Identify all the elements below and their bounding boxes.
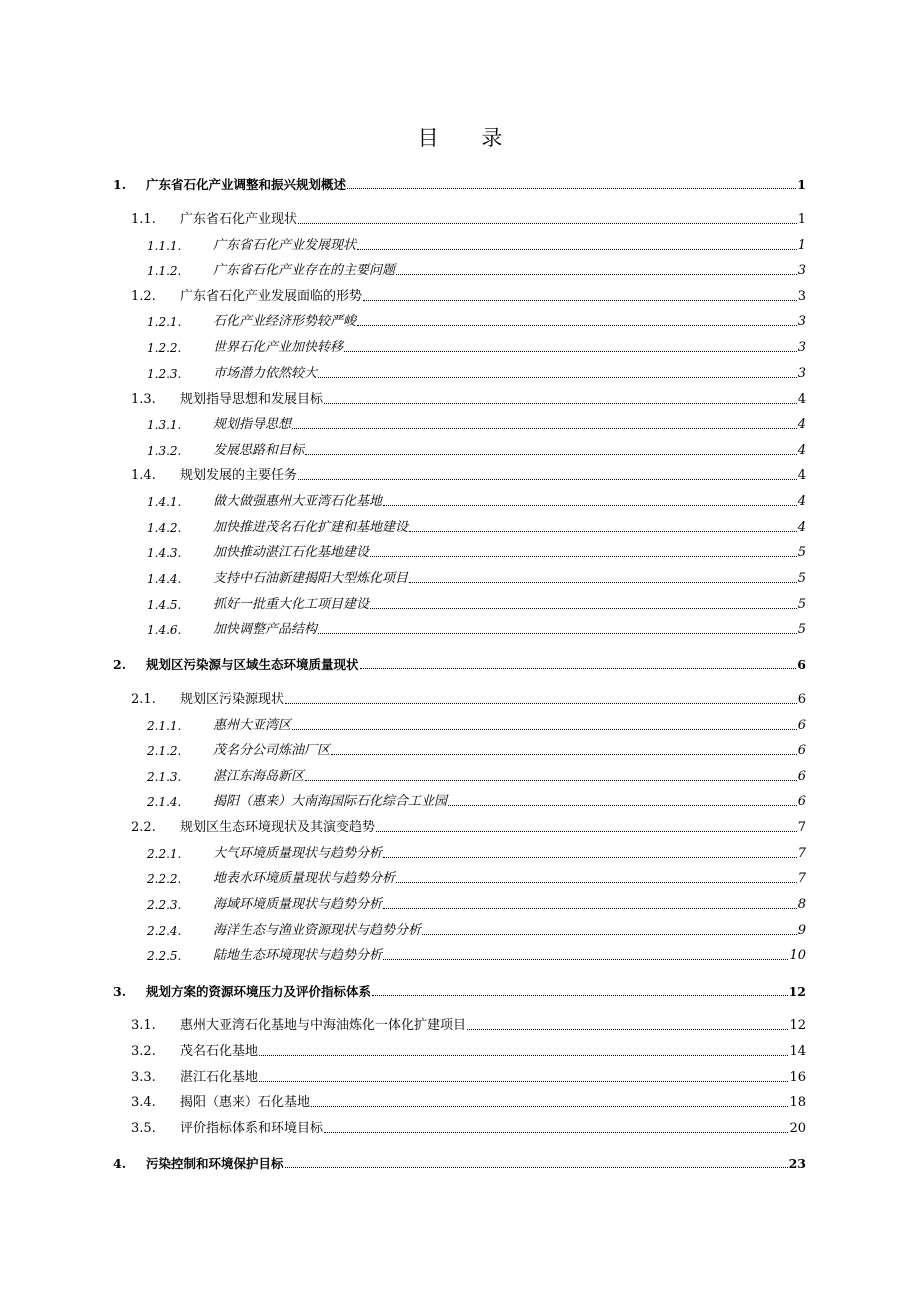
toc-entry[interactable] xyxy=(0,741,920,761)
toc-entry[interactable] xyxy=(0,792,920,812)
toc-entry-number: 1.4.5. xyxy=(147,598,182,612)
toc-entry-title[interactable]: 茂名石化基地 xyxy=(180,1044,259,1059)
toc-entry-title[interactable]: 地表水环境质量现状与趋势分析 xyxy=(213,871,396,886)
toc-entry[interactable] xyxy=(0,767,920,787)
toc-entry-number: 3. xyxy=(113,984,127,999)
toc-entry-page-number: 4 xyxy=(797,417,806,432)
toc-entry-body xyxy=(146,655,806,675)
toc-entry[interactable] xyxy=(0,492,920,512)
toc-entry-number: 3.3. xyxy=(131,1070,156,1085)
toc-entry[interactable] xyxy=(0,1119,920,1139)
toc-dot-leader xyxy=(259,1068,788,1082)
toc-entry-body xyxy=(180,466,806,486)
toc-entry[interactable] xyxy=(0,543,920,563)
toc-entry-page-number: 1 xyxy=(797,212,806,227)
toc-dot-leader xyxy=(305,767,797,781)
toc-dot-leader xyxy=(383,946,788,960)
toc-entry-page-number: 6 xyxy=(797,657,806,672)
toc-dot-leader xyxy=(467,1016,788,1030)
toc-dot-leader xyxy=(285,690,797,704)
toc-entry-page-number: 6 xyxy=(797,718,806,733)
toc-entry-page-number: 6 xyxy=(797,769,806,784)
toc-entry-body xyxy=(180,1016,806,1036)
toc-entry-title[interactable]: 海洋生态与渔业资源现状与趋势分析 xyxy=(213,923,422,938)
toc-entry-page-number: 6 xyxy=(797,743,806,758)
toc-dot-leader xyxy=(324,390,797,404)
toc-entry-body xyxy=(213,312,806,332)
toc-entry-title[interactable]: 规划区生态环境现状及其演变趋势 xyxy=(180,820,376,835)
toc-entry-body xyxy=(180,287,806,307)
toc-entry-number: 1.4. xyxy=(131,468,156,483)
toc-dot-leader xyxy=(383,895,797,909)
toc-dot-leader xyxy=(311,1093,788,1107)
toc-dot-leader xyxy=(363,287,797,301)
toc-entry-body xyxy=(180,818,806,838)
toc-entry-title[interactable]: 规划区污染源现状 xyxy=(180,692,285,707)
toc-entry-page-number: 3 xyxy=(797,289,806,304)
page-title: 目 录 xyxy=(417,126,521,150)
toc-entry-body xyxy=(213,741,806,761)
toc-dot-leader xyxy=(357,312,797,326)
toc-entry-title[interactable]: 污染控制和环境保护目标 xyxy=(146,1156,284,1171)
toc-entry-title[interactable]: 支持中石油新建揭阳大型炼化项目 xyxy=(213,571,409,586)
toc-entry-title[interactable]: 加快推进茂名石化扩建和基地建设 xyxy=(213,520,409,535)
toc-entry-number: 1.4.3. xyxy=(147,546,182,560)
toc-entry-title[interactable]: 广东省石化产业存在的主要问题 xyxy=(213,263,396,278)
toc-entry-title[interactable]: 广东省石化产业现状 xyxy=(180,212,298,227)
toc-entry-page-number: 14 xyxy=(789,1044,806,1059)
toc-entry-body xyxy=(213,767,806,787)
toc-entry[interactable] xyxy=(0,364,920,384)
toc-entry-page-number: 10 xyxy=(789,948,806,963)
toc-entry[interactable] xyxy=(0,982,920,1002)
toc-entry-title[interactable]: 揭阳（惠来）大南海国际石化综合工业园 xyxy=(213,794,448,809)
toc-entry[interactable] xyxy=(0,655,920,675)
toc-dot-leader xyxy=(357,236,797,250)
toc-entry-number: 2.1. xyxy=(131,692,156,707)
toc-entry-title[interactable]: 大气环境质量现状与趋势分析 xyxy=(213,846,383,861)
toc-entry-page-number: 16 xyxy=(789,1070,806,1085)
toc-entry-page-number: 4 xyxy=(797,520,806,535)
toc-entry[interactable] xyxy=(0,818,920,838)
toc-entry-page-number: 4 xyxy=(797,443,806,458)
toc-dot-leader xyxy=(396,869,797,883)
toc-entry-title[interactable]: 发展思路和目标 xyxy=(213,443,305,458)
toc-entry-number: 1. xyxy=(113,177,127,192)
toc-entry[interactable] xyxy=(0,895,920,915)
toc-entry[interactable] xyxy=(0,287,920,307)
toc-entry-title[interactable]: 评价指标体系和环境目标 xyxy=(180,1121,324,1136)
toc-entry[interactable] xyxy=(0,595,920,615)
toc-entry-title[interactable]: 市场潜力依然较大 xyxy=(213,366,318,381)
toc-entry-body xyxy=(146,175,806,195)
toc-entry-page-number: 12 xyxy=(788,984,806,999)
toc-entry-number: 1.4.4. xyxy=(147,572,182,586)
toc-entry-page-number: 3 xyxy=(797,366,806,381)
toc-dot-leader xyxy=(318,620,797,634)
toc-entry-body xyxy=(213,261,806,281)
toc-entry-page-number: 6 xyxy=(797,692,806,707)
toc-entry-title[interactable]: 规划指导思想和发展目标 xyxy=(180,392,324,407)
toc-entry[interactable] xyxy=(0,466,920,486)
toc-entry-body xyxy=(213,792,806,812)
toc-entry-page-number: 4 xyxy=(797,468,806,483)
toc-entry-number: 1.4.6. xyxy=(147,623,182,637)
toc-entry-number: 1.2. xyxy=(131,289,156,304)
toc-entry-number: 3.4. xyxy=(131,1095,156,1110)
toc-dot-leader xyxy=(305,441,797,455)
toc-entry-body xyxy=(213,620,806,640)
toc-entry[interactable] xyxy=(0,1093,920,1113)
toc-entry-number: 1.1.1. xyxy=(147,239,182,253)
toc-entry-title[interactable]: 海域环境质量现状与趋势分析 xyxy=(213,897,383,912)
toc-dot-leader xyxy=(344,338,797,352)
toc-entry-title[interactable]: 惠州大亚湾区 xyxy=(213,718,292,733)
toc-dot-leader xyxy=(383,492,797,506)
toc-entry-number: 2. xyxy=(113,657,127,672)
toc-entry-body xyxy=(180,1093,806,1113)
toc-entry-number: 1.4.2. xyxy=(147,521,182,535)
toc-entry-number: 1.3. xyxy=(131,392,156,407)
toc-entry-title[interactable]: 石化产业经济形势较严峻 xyxy=(213,314,357,329)
toc-dot-leader xyxy=(324,1119,788,1133)
toc-entry-body xyxy=(213,518,806,538)
toc-entry-title[interactable]: 规划发展的主要任务 xyxy=(180,468,298,483)
toc-entry-body xyxy=(213,236,806,256)
toc-entry-page-number: 5 xyxy=(797,571,806,586)
toc-entry-number: 1.4.1. xyxy=(147,495,182,509)
toc-entry-page-number: 3 xyxy=(797,340,806,355)
toc-entry-body xyxy=(213,895,806,915)
toc-entry[interactable] xyxy=(0,210,920,230)
toc-entry-body xyxy=(213,569,806,589)
toc-entry-title[interactable]: 广东省石化产业发展现状 xyxy=(213,238,357,253)
toc-entry-number: 1.3.1. xyxy=(147,418,182,432)
toc-entry-body xyxy=(180,1068,806,1088)
toc-entry-title[interactable]: 陆地生态环境现状与趋势分析 xyxy=(213,948,383,963)
toc-entry-number: 3.5. xyxy=(131,1121,156,1136)
toc-entry[interactable] xyxy=(0,1154,920,1174)
toc-dot-leader xyxy=(259,1042,788,1056)
toc-entry[interactable] xyxy=(0,620,920,640)
toc-entry[interactable] xyxy=(0,1016,920,1036)
toc-entry-body xyxy=(213,415,806,435)
toc-entry-page-number: 7 xyxy=(797,820,806,835)
toc-entry-body xyxy=(213,921,806,941)
toc-entry-number: 2.2.4. xyxy=(147,924,182,938)
toc-entry-body xyxy=(213,595,806,615)
toc-entry[interactable] xyxy=(0,441,920,461)
toc-entry-number: 1.3.2. xyxy=(147,444,182,458)
toc-entry-title[interactable]: 茂名分公司炼油厂区 xyxy=(213,743,331,758)
toc-entry-body xyxy=(213,441,806,461)
toc-entry-page-number: 7 xyxy=(797,846,806,861)
toc-entry-body xyxy=(213,338,806,358)
toc-dot-leader xyxy=(298,210,797,224)
toc-entry[interactable] xyxy=(0,690,920,710)
toc-dot-leader xyxy=(360,655,797,669)
toc-entry-number: 4. xyxy=(113,1156,127,1171)
toc-dot-leader xyxy=(292,415,797,429)
toc-entry-page-number: 7 xyxy=(797,871,806,886)
toc-entry-number: 2.2.2. xyxy=(147,872,182,886)
toc-entry-number: 1.2.2. xyxy=(147,341,182,355)
toc-dot-leader xyxy=(396,261,797,275)
toc-dot-leader xyxy=(285,1154,788,1168)
toc-entry-title[interactable]: 湛江东海岛新区 xyxy=(213,769,305,784)
toc-entry-body xyxy=(146,1154,806,1174)
toc-entry-page-number: 3 xyxy=(797,314,806,329)
toc-entry-title[interactable]: 规划区污染源与区域生态环境质量现状 xyxy=(146,657,359,672)
toc-entry[interactable] xyxy=(0,390,920,410)
toc-entry-page-number: 5 xyxy=(797,597,806,612)
toc-entry-page-number: 20 xyxy=(789,1121,806,1136)
toc-dot-leader xyxy=(370,595,797,609)
toc-entry[interactable] xyxy=(0,569,920,589)
toc-entry-body xyxy=(146,982,806,1002)
toc-entry-page-number: 4 xyxy=(797,392,806,407)
toc-entry[interactable] xyxy=(0,312,920,332)
toc-entry-body xyxy=(213,716,806,736)
toc-entry-body xyxy=(180,210,806,230)
toc-entry-page-number: 5 xyxy=(797,545,806,560)
toc-entry-number: 2.1.2. xyxy=(147,744,182,758)
toc-dot-leader xyxy=(448,792,797,806)
toc-entry-body xyxy=(180,390,806,410)
toc-entry-number: 2.1.1. xyxy=(147,719,182,733)
toc-entry[interactable] xyxy=(0,1042,920,1062)
toc-entry-page-number: 5 xyxy=(797,622,806,637)
toc-entry-title[interactable]: 抓好一批重大化工项目建设 xyxy=(213,597,370,612)
toc-entry[interactable] xyxy=(0,844,920,864)
toc-entry[interactable] xyxy=(0,716,920,736)
toc-entry-number: 3.1. xyxy=(131,1018,156,1033)
toc-entry-title[interactable]: 世界石化产业加快转移 xyxy=(213,340,344,355)
toc-entry[interactable] xyxy=(0,261,920,281)
toc-entry-page-number: 12 xyxy=(789,1018,806,1033)
toc-entry-number: 2.1.4. xyxy=(147,795,182,809)
toc-entry-number: 2.2.3. xyxy=(147,898,182,912)
toc-dot-leader xyxy=(370,543,797,557)
toc-dot-leader xyxy=(292,716,797,730)
toc-entry-title[interactable]: 揭阳（惠来）石化基地 xyxy=(180,1095,311,1110)
toc-dot-leader xyxy=(331,741,797,755)
toc-entry-page-number: 18 xyxy=(789,1095,806,1110)
toc-dot-leader xyxy=(376,818,797,832)
toc-entry-number: 3.2. xyxy=(131,1044,156,1059)
toc-entry-title[interactable]: 加快调整产品结构 xyxy=(213,622,318,637)
toc-dot-leader xyxy=(372,982,788,996)
toc-entry-body xyxy=(180,1042,806,1062)
toc-entry-number: 1.1. xyxy=(131,212,156,227)
toc-entry-body xyxy=(213,844,806,864)
toc-entry-number: 2.2.5. xyxy=(147,949,182,963)
toc-entry[interactable] xyxy=(0,518,920,538)
toc-entry[interactable] xyxy=(0,946,920,966)
toc-entry[interactable] xyxy=(0,1068,920,1088)
toc-entry[interactable] xyxy=(0,175,920,195)
toc-entry-title[interactable]: 惠州大亚湾石化基地与中海油炼化一体化扩建项目 xyxy=(180,1018,467,1033)
toc-dot-leader xyxy=(318,364,797,378)
toc-entry[interactable] xyxy=(0,869,920,889)
toc-entry-number: 2.1.3. xyxy=(147,770,182,784)
toc-entry-body xyxy=(213,869,806,889)
toc-entry[interactable] xyxy=(0,415,920,435)
toc-entry-body xyxy=(180,1119,806,1139)
toc-entry-page-number: 6 xyxy=(797,794,806,809)
toc-entry-number: 1.2.3. xyxy=(147,367,182,381)
toc-entry-number: 2.2. xyxy=(131,820,156,835)
toc-entry[interactable] xyxy=(0,236,920,256)
toc-entry-page-number: 1 xyxy=(797,238,806,253)
toc-entry-number: 1.1.2. xyxy=(147,264,182,278)
toc-entry-page-number: 1 xyxy=(797,177,806,192)
toc-dot-leader xyxy=(409,569,797,583)
toc-dot-leader xyxy=(409,518,797,532)
toc-dot-leader xyxy=(298,466,797,480)
toc-entry-body xyxy=(180,690,806,710)
toc-entry[interactable] xyxy=(0,338,920,358)
toc-entry-body xyxy=(213,946,806,966)
toc-entry-title[interactable]: 规划方案的资源环境压力及评价指标体系 xyxy=(146,984,372,999)
toc-entry-page-number: 3 xyxy=(797,263,806,278)
toc-entry-number: 1.2.1. xyxy=(147,315,182,329)
toc-entry-page-number: 23 xyxy=(788,1156,806,1171)
toc-entry-page-number: 8 xyxy=(797,897,806,912)
toc-dot-leader xyxy=(347,175,796,189)
toc-entry-title[interactable]: 加快推动湛江石化基地建设 xyxy=(213,545,370,560)
toc-entry-page-number: 9 xyxy=(797,923,806,938)
toc-dot-leader xyxy=(422,921,797,935)
toc-dot-leader xyxy=(383,844,797,858)
toc-entry-title[interactable]: 规划指导思想 xyxy=(213,417,292,432)
toc-entry-title[interactable]: 湛江石化基地 xyxy=(180,1070,259,1085)
toc-entry-body xyxy=(213,543,806,563)
toc-entry-page-number: 4 xyxy=(797,494,806,509)
toc-entry-title[interactable]: 广东省石化产业调整和振兴规划概述 xyxy=(146,177,347,192)
toc-entry-title[interactable]: 广东省石化产业发展面临的形势 xyxy=(180,289,363,304)
toc-entry-body xyxy=(213,364,806,384)
toc-entry[interactable] xyxy=(0,921,920,941)
toc-entry-title[interactable]: 做大做强惠州大亚湾石化基地 xyxy=(213,494,383,509)
toc-entry-body xyxy=(213,492,806,512)
toc-entry-number: 2.2.1. xyxy=(147,847,182,861)
